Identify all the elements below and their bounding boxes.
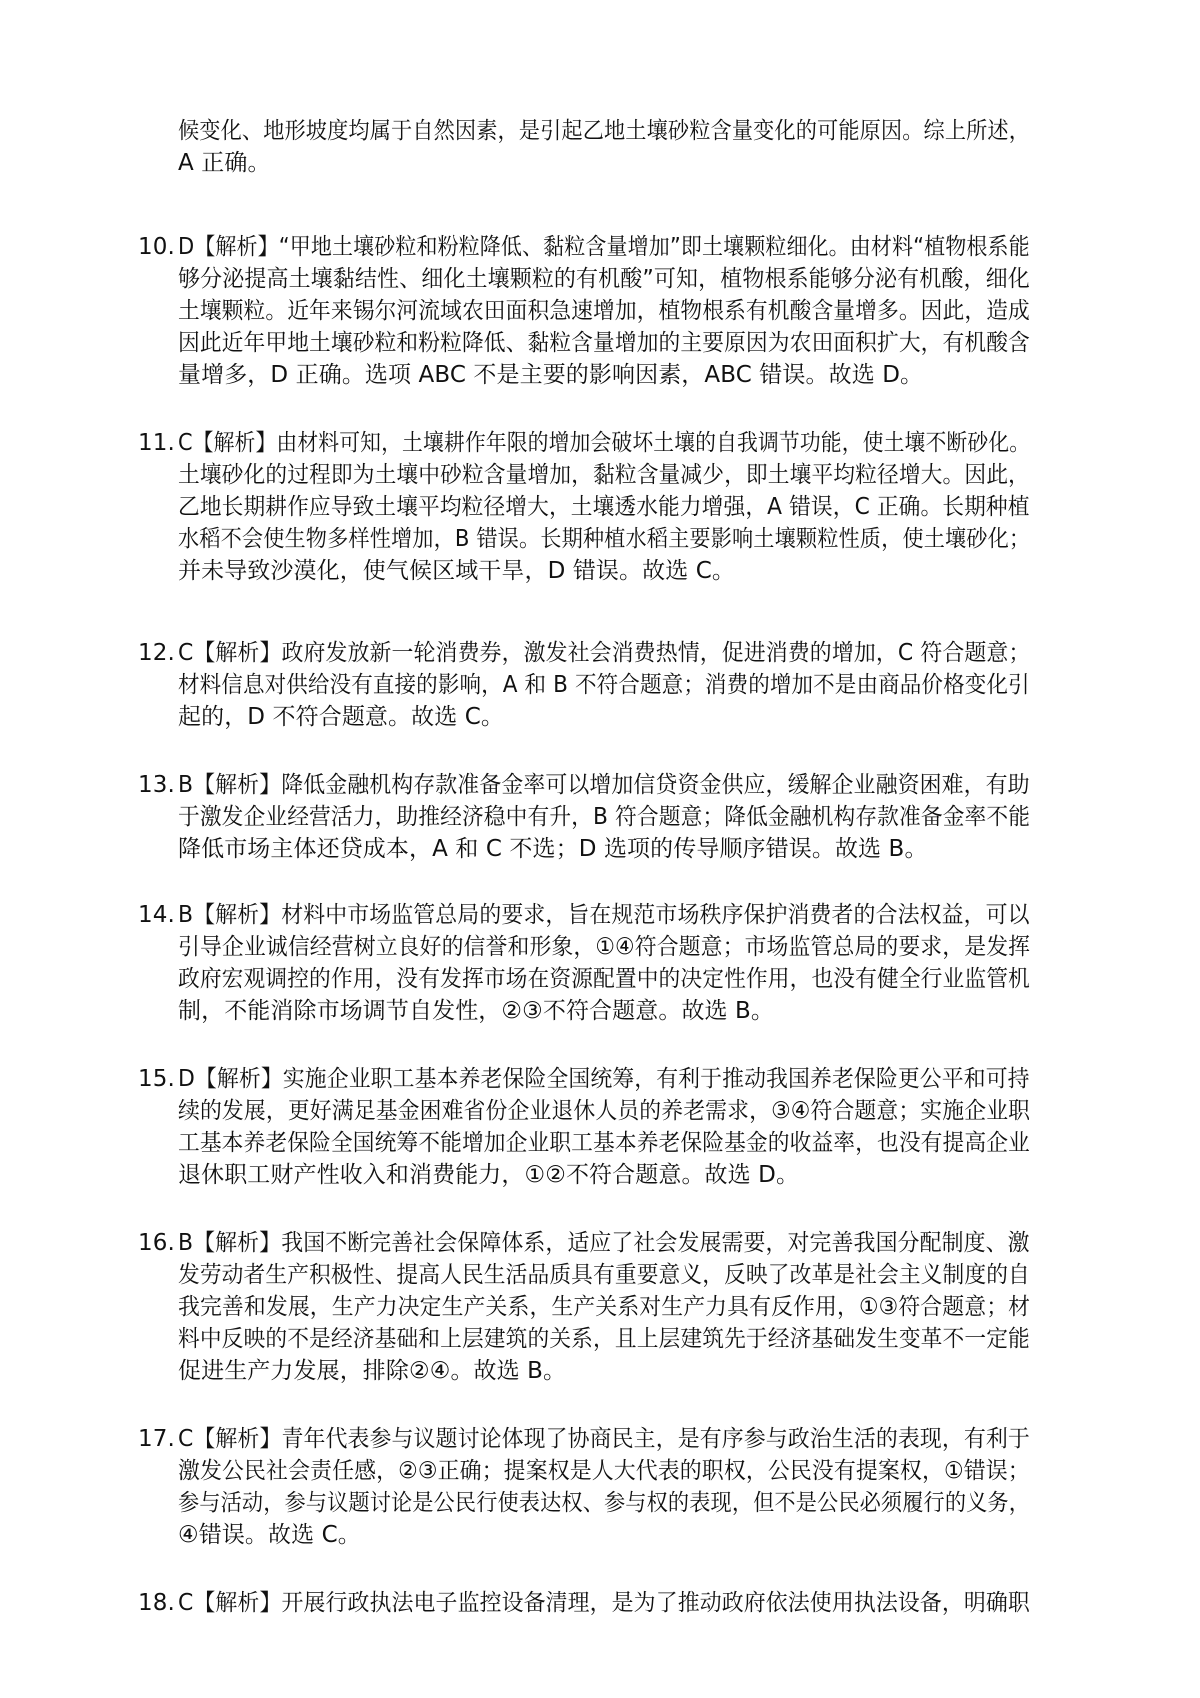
- item-line: B【解析】降低金融机构存款准备金率可以增加信贷资金供应，缓解企业融资困难，有助: [178, 772, 1030, 798]
- item-line: C【解析】青年代表参与议题讨论体现了协商民主，是有序参与政治生活的表现，有利于: [178, 1426, 1030, 1452]
- item-line: 参与活动，参与议题讨论是公民行使表达权、参与权的表现，但不是公民必须履行的义务，: [178, 1490, 1031, 1516]
- item-number: 16.: [138, 1230, 175, 1256]
- item-line: C【解析】由材料可知，土壤耕作年限的增加会破坏土壤的自我调节功能，使土壤不断砂化。: [178, 430, 1031, 456]
- item-line: 于激发企业经营活力，助推经济稳中有升，B 符合题意；降低金融机构存款准备金率不能: [178, 804, 1031, 830]
- item-line: 因此近年甲地土壤砂粒和粉粒降低、黏粒含量增加的主要原因为农田面积扩大，有机酸含: [178, 330, 1030, 356]
- item-line: 量增多，D 正确。选项 ABC 不是主要的影响因素，ABC 错误。故选 D。: [178, 362, 924, 388]
- intro-line: 候变化、地形坡度均属于自然因素，是引起乙地土壤砂粒含量变化的可能原因。综上所述，: [178, 118, 1031, 144]
- item-line: 水稻不会使生物多样性增加，B 错误。长期种植水稻主要影响土壤颗粒性质，使土壤砂化；: [178, 526, 1031, 552]
- item-line: 料中反映的不是经济基础和上层建筑的关系，且上层建筑先于经济基础发生变革不一定能: [178, 1326, 1030, 1352]
- item-line: 促进生产力发展，排除②④。故选 B。: [178, 1358, 567, 1384]
- item-line: 乙地长期耕作应导致土壤平均粒径增大，土壤透水能力增强，A 错误，C 正确。长期种植: [178, 494, 1030, 520]
- item-line: 土壤砂化的过程即为土壤中砂粒含量增加，黏粒含量减少，即土壤平均粒径增大。因此，: [178, 462, 1030, 488]
- item-line: ④错误。故选 C。: [178, 1522, 361, 1548]
- item-line: 够分泌提高土壤黏结性、细化土壤颗粒的有机酸”可知，植物根系能够分泌有机酸，细化: [178, 266, 1030, 292]
- item-line: 材料信息对供给没有直接的影响，A 和 B 不符合题意；消费的增加不是由商品价格变化引: [178, 672, 1030, 698]
- item-line: 降低市场主体还贷成本，A 和 C 不选；D 选项的传导顺序错误。故选 B。: [178, 836, 928, 862]
- item-line: 发劳动者生产积极性、提高人民生活品质具有重要意义，反映了改革是社会主义制度的自: [178, 1262, 1030, 1288]
- item-line: C【解析】开展行政执法电子监控设备清理，是为了推动政府依法使用执法设备，明确职: [178, 1590, 1030, 1616]
- item-line: 退休职工财产性收入和消费能力，①②不符合题意。故选 D。: [178, 1162, 800, 1188]
- item-line: C【解析】政府发放新一轮消费券，激发社会消费热情，促进消费的增加，C 符合题意；: [178, 640, 1031, 666]
- item-line: 我完善和发展，生产力决定生产关系，生产关系对生产力具有反作用，①③符合题意；材: [178, 1294, 1031, 1320]
- item-line: D【解析】“甲地土壤砂粒和粉粒降低、黏粒含量增加”即土壤颗粒细化。由材料“植物根系能: [178, 234, 1030, 260]
- item-line: 激发公民社会责任感，②③正确；提案权是人大代表的职权，公民没有提案权，①错误；: [178, 1458, 1030, 1484]
- intro-line: A 正确。: [178, 150, 271, 176]
- item-number: 17.: [138, 1426, 175, 1452]
- item-line: 引导企业诚信经营树立良好的信誉和形象，①④符合题意；市场监管总局的要求，是发挥: [178, 934, 1031, 960]
- item-line: 政府宏观调控的作用，没有发挥市场在资源配置中的决定性作用，也没有健全行业监管机: [178, 966, 1030, 992]
- item-line: 制，不能消除市场调节自发性，②③不符合题意。故选 B。: [178, 998, 775, 1024]
- item-line: 土壤颗粒。近年来锡尔河流域农田面积急速增加，植物根系有机酸含量增多。因此，造成: [178, 298, 1030, 324]
- item-number: 11.: [138, 430, 175, 456]
- item-line: 续的发展，更好满足基金困难省份企业退休人员的养老需求，③④符合题意；实施企业职: [178, 1098, 1031, 1124]
- item-line: 并未导致沙漠化，使气候区域干旱，D 错误。故选 C。: [178, 558, 735, 584]
- item-line: B【解析】材料中市场监管总局的要求，旨在规范市场秩序保护消费者的合法权益，可以: [178, 902, 1030, 928]
- item-number: 15.: [138, 1066, 175, 1092]
- item-line: D【解析】实施企业职工基本养老保险全国统筹，有利于推动我国养老保险更公平和可持: [178, 1066, 1030, 1092]
- item-number: 14.: [138, 902, 175, 928]
- item-number: 12.: [138, 640, 175, 666]
- item-number: 10.: [138, 234, 175, 260]
- item-line: 起的，D 不符合题意。故选 C。: [178, 704, 504, 730]
- item-number: 18.: [138, 1590, 175, 1616]
- item-line: B【解析】我国不断完善社会保障体系，适应了社会发展需要，对完善我国分配制度、激: [178, 1230, 1030, 1256]
- item-number: 13.: [138, 772, 175, 798]
- item-line: 工基本养老保险全国统筹不能增加企业职工基本养老保险基金的收益率，也没有提高企业: [178, 1130, 1030, 1156]
